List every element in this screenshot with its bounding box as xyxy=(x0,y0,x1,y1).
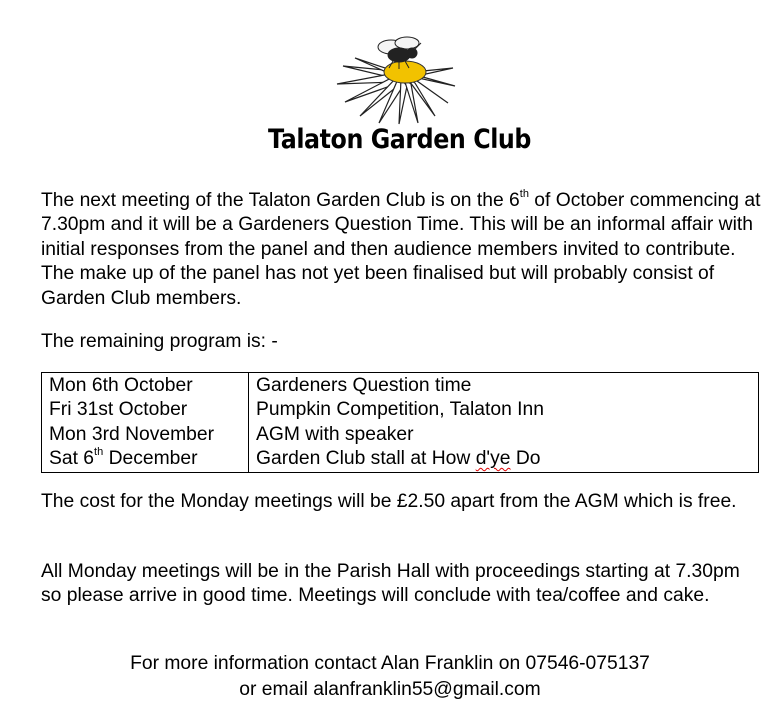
table-row xyxy=(42,373,759,399)
event-date: Sat 6th December xyxy=(42,447,249,472)
program-heading: The remaining program is: - xyxy=(41,331,278,352)
cost-paragraph: The cost for the Monday meetings will be £2.50 apart from the AGM which is free. xyxy=(41,491,737,512)
club-title: Talaton Garden Club xyxy=(268,124,531,155)
event-description: AGM with speaker xyxy=(249,423,759,447)
event-date: Mon 6th October xyxy=(42,373,249,399)
event-date: Mon 3rd November xyxy=(42,423,249,447)
event-description: Gardeners Question time xyxy=(249,373,759,399)
intro-paragraph: The next meeting of the Talaton Garden Club is on the 6th of October commencing at 7.30pm and it will be a Gardeners Question Time. This will be an informal affair with initial responses from the panel and then audience members invited to contribute. The make up of the panel has not yet been finalised but will probably consist of Garden Club members. xyxy=(41,187,761,309)
table-row xyxy=(42,447,759,472)
program-table xyxy=(41,372,759,473)
contact-phone-line: For more information contact Alan Franklin on 07546-075137 xyxy=(130,653,650,674)
bee-on-daisy-icon xyxy=(315,26,475,126)
venue-paragraph: All Monday meetings will be in the Parish Hall with proceedings starting at 7.30pm so please arrive in good time. Meetings will conclude with tea/coffee and cake. xyxy=(41,561,740,607)
event-description: Garden Club stall at How d'ye Do xyxy=(249,447,759,472)
event-date: Fri 31st October xyxy=(42,398,249,422)
event-description: Pumpkin Competition, Talaton Inn xyxy=(249,398,759,422)
table-row xyxy=(42,423,759,447)
spellcheck-mark: d'ye xyxy=(475,448,511,470)
table-row xyxy=(42,398,759,422)
contact-email-line: or email alanfranklin55@gmail.com xyxy=(239,679,541,700)
